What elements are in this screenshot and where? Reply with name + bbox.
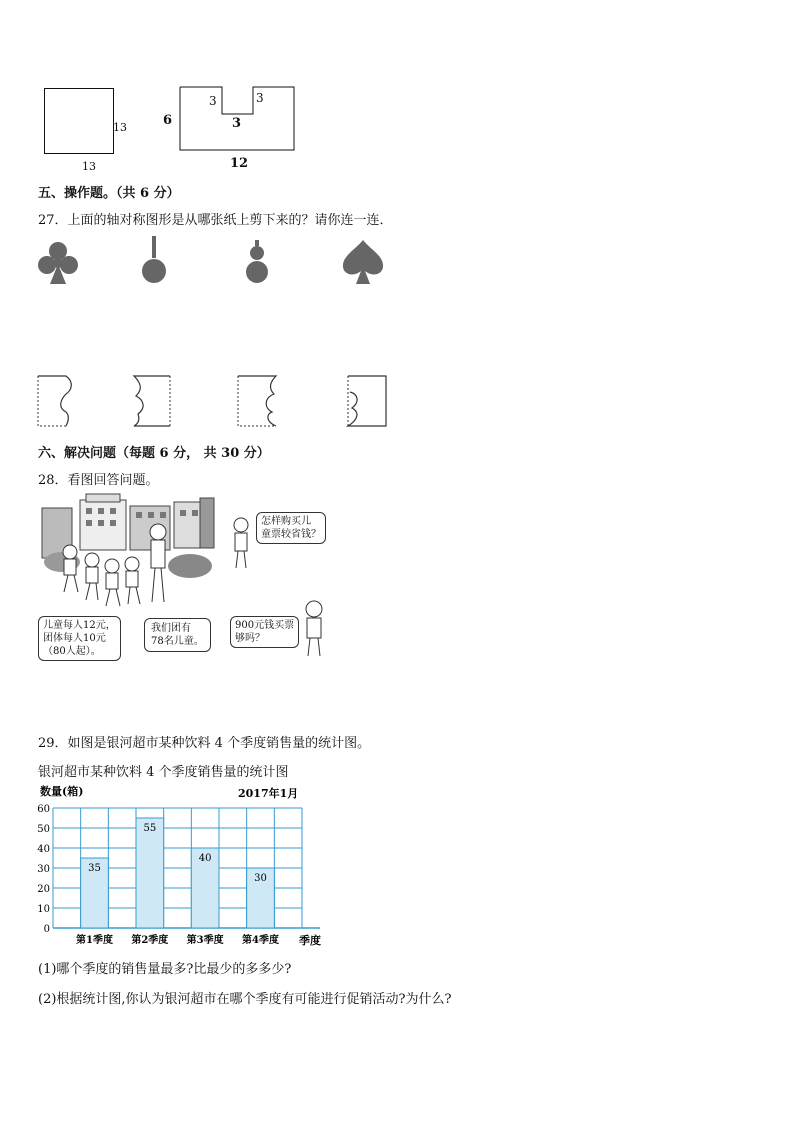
- y-tick-label: 60: [37, 804, 50, 815]
- bar-2: [136, 818, 164, 928]
- section6-heading: 六、解决问题（每题 6 分， 共 30 分）: [38, 446, 270, 461]
- paper-outline-2: [130, 374, 174, 428]
- sales-bar-chart: [36, 782, 336, 950]
- chart-ylabel: 数量(箱): [40, 785, 84, 798]
- spade-icon: [340, 238, 386, 286]
- park-illustration: [40, 492, 216, 614]
- paper-outline-3: [236, 374, 280, 428]
- paper-outline-1: [36, 374, 78, 428]
- y-tick-label: 40: [37, 844, 50, 855]
- x-category-label: 第1季度: [76, 935, 113, 946]
- section5-heading: 五、操作题。（共 6 分）: [38, 186, 180, 201]
- q29-sub2: (2)根据统计图,你认为银河超市在哪个季度有可能进行促销活动?为什么?: [38, 992, 452, 1007]
- square-figure: [44, 88, 114, 154]
- question1-bubble: 怎样购买儿 童票较省钱？: [256, 512, 326, 544]
- bar-value-label: 30: [254, 873, 267, 884]
- club-icon: [36, 240, 80, 286]
- bar-value-label: 55: [143, 823, 157, 834]
- y-tick-label: 0: [43, 924, 50, 935]
- y-tick-label: 10: [37, 904, 50, 915]
- q29-text: 29．如图是银河超市某种饮料 4 个季度销售量的统计图。: [38, 736, 371, 751]
- bar-value-label: 40: [198, 853, 212, 864]
- boy-figure-bottom: [300, 600, 328, 658]
- q28-text: 28．看图回答问题。: [38, 473, 159, 488]
- x-category-label: 第3季度: [186, 935, 224, 946]
- y-tick-label: 30: [37, 864, 50, 875]
- question2-bubble: 900元钱买票 够吗？: [230, 616, 299, 648]
- bar-value-label: 35: [88, 863, 101, 874]
- boy-figure-top: [228, 516, 254, 572]
- gourd-double-icon: [243, 240, 271, 286]
- y-tick-label: 20: [37, 884, 50, 895]
- square-side-label-right: 13: [113, 121, 127, 134]
- paper-outline-4: [344, 374, 388, 428]
- square-side-label-bottom: 13: [82, 160, 96, 173]
- shape-label-bottom: 12: [230, 156, 249, 171]
- x-category-label: 第4季度: [242, 935, 279, 946]
- gourd-single-icon: [140, 236, 168, 286]
- group-bubble: 我们团有 78名儿童。: [144, 618, 211, 652]
- y-tick-label: 50: [37, 824, 50, 835]
- q27-text: 27．上面的轴对称图形是从哪张纸上剪下来的？请你连一连．: [38, 213, 393, 228]
- shape-label-notch-bottom: 3: [232, 116, 242, 131]
- q29-sub1: (1)哪个季度的销售量最多?比最少的多多少?: [38, 962, 292, 977]
- price-bubble: 儿童每人12元， 团体每人10元 （80人起）。: [38, 616, 121, 661]
- chart-date-label: 2017年1月: [238, 787, 299, 800]
- shape-label-left: 6: [163, 113, 173, 128]
- chart-xlabel: 季度: [299, 934, 321, 947]
- chart-caption: 银河超市某种饮料 4 个季度销售量的统计图: [38, 765, 289, 780]
- x-category-label: 第2季度: [131, 935, 169, 946]
- shape-label-notch-left: 3: [209, 94, 217, 108]
- shape-label-notch-right: 3: [256, 91, 264, 105]
